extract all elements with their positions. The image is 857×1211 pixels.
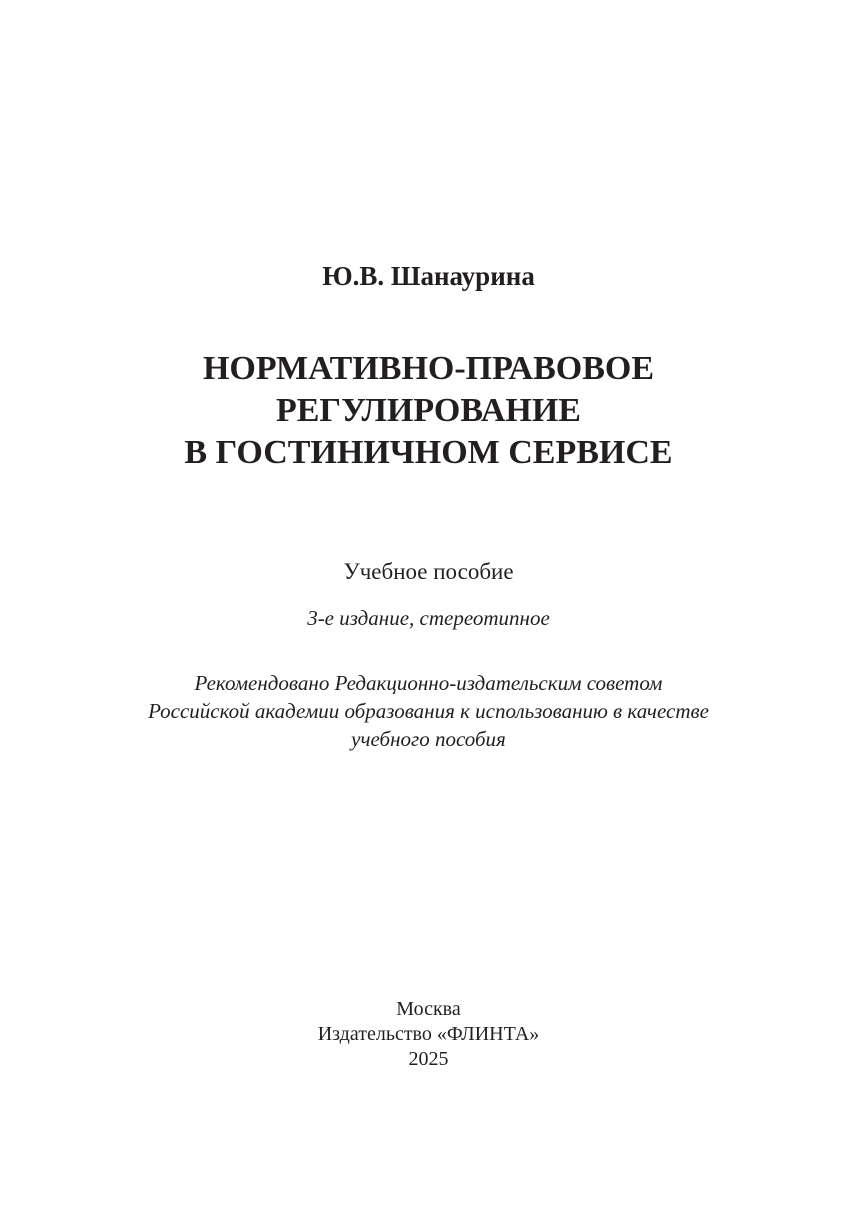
book-title-line-3: В ГОСТИНИЧНОМ СЕРВИСЕ — [184, 434, 673, 471]
edition-note: 3-е издание, стереотипное — [307, 606, 550, 630]
book-title-line-1: НОРМАТИВНО-ПРАВОВОЕ — [202, 350, 655, 387]
book-type: Учебное пособие — [343, 559, 514, 584]
recommendation-line-1: Рекомендовано Редакционно-издательским советом — [194, 671, 663, 695]
recommendation-line-2: Российской академии образования к использованию в качестве — [148, 699, 709, 723]
recommendation-note — [0, 669, 857, 753]
imprint-publisher: Издательство «ФЛИНТА» — [317, 1023, 540, 1045]
imprint-year: 2025 — [408, 1048, 449, 1070]
recommendation-line-3: учебного пособия — [351, 727, 506, 751]
imprint — [0, 997, 857, 1072]
book-title-line-2: РЕГУЛИРОВАНИЕ — [275, 392, 581, 429]
imprint-city: Москва — [396, 998, 461, 1020]
author-name: Ю.В. Шанаурина — [322, 261, 535, 291]
book-title — [0, 348, 857, 474]
